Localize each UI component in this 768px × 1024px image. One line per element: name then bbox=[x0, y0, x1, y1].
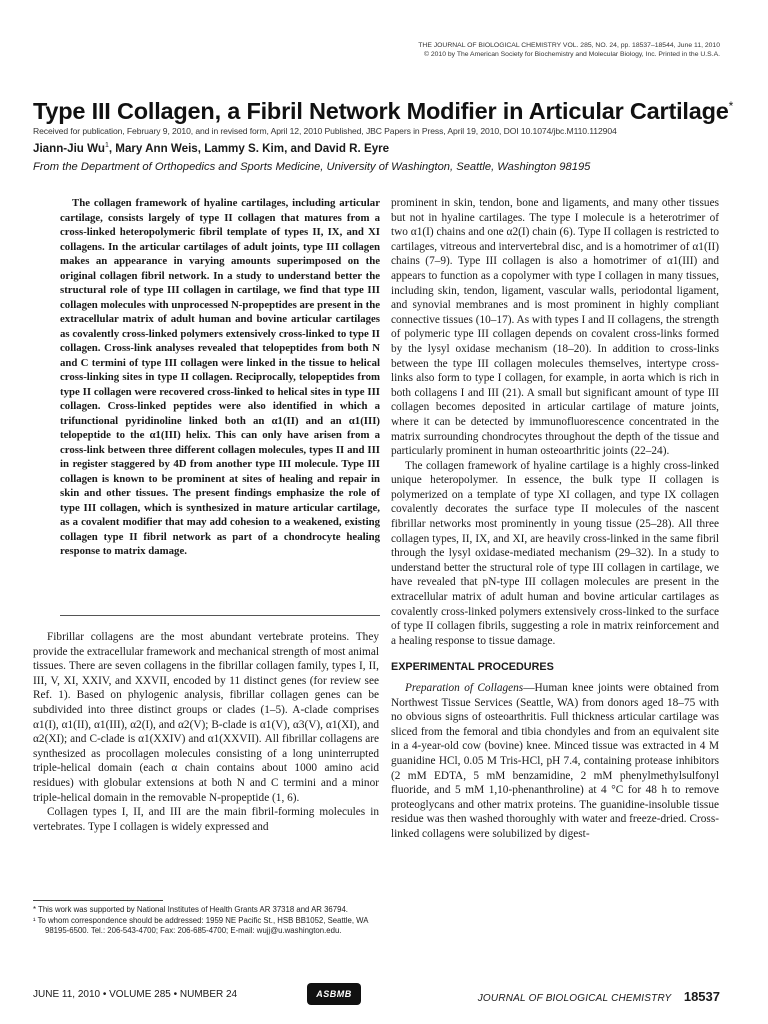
methods-subheading: Preparation of Collagens bbox=[405, 682, 524, 694]
author-list bbox=[33, 142, 389, 155]
co-authors: , Mary Ann Weis, Lammy S. Kim, and David R. Eyre bbox=[108, 142, 390, 155]
journal-citation-line: THE JOURNAL OF BIOLOGICAL CHEMISTRY VOL. 285, NO. 24, pp. 18537–18544, June 11, 2010 bbox=[418, 42, 720, 49]
intro-paragraph-1: Fibrillar collagens are the most abundant vertebrate proteins. They provide the extracellular framework and mechanical strength of most animal tissues. There are seven collagens in the fibrillar collagen family, types I, II, III, V, XI, XXIV, and XXVII, encoded by 11 distinct genes (for review see Ref. 1). Based on phylogenic analysis, fibrillar collagen genes can be subdivided into three distinct groups or clades (1–5). A-clade comprises α1(I), α1(II), α1(III), α2(I), and α2(V); B-clade is α1(V), α3(V), α1(XI), and α2(XI); and C-clade is α1(XXIV) and α1(XXVII). All fibrillar collagens are synthesized as procollagen molecules consisting of a long uninterrupted triple-helical domain (each α chain contains about 1000 amino acid residues) with globular extensions at both N and C termini and a minor triple-helical domain in the removable N-propeptide (1, 6). bbox=[33, 631, 379, 804]
footer-journal bbox=[478, 988, 720, 1006]
intro-paragraph-2: Collagen types I, II, and III are the main fibril-forming molecules in vertebrates. Type I collagen is widely expressed and bbox=[33, 806, 379, 833]
footnote-divider bbox=[33, 900, 163, 901]
correspondence-footnote: ¹ To whom correspondence should be addressed: 1959 NE Pacific St., HSB BB1052, Seattle, WA 98195-6500. Tel.: 206-543-4700; Fax: 206-685-4700; E-mail: wujj@u.washington.edu. bbox=[33, 916, 369, 936]
title-footnote-mark: * bbox=[728, 99, 734, 113]
article-title bbox=[33, 91, 733, 126]
corresponding-author: Jiann-Jiu Wu bbox=[33, 142, 105, 155]
continued-paragraph: prominent in skin, tendon, bone and ligaments, and many other tissues but not in hyaline cartilages. The type I molecule is a heterotrimer of two α1(I) chains and one α2(I) chain (6). Type II collagen is restricted to cartilages, vitreous and intervertebral disc, and is a homotrimer of α1(II) chains (7–9). Type III collagen is also a homotrimer of α1(III) and appears to function as a copolymer with type I collagen in many tissues, including skin, tendon, ligament, vascular walls, periodontal ligament, and synovial membranes and is most prominent in highly compliant connective tissues (10–17). As with types I and II collagens, the strength of polymeric type III collagen depends on covalent cross-links formed by the lysyl oxidase mechanism (18–20). In addition to cross-links between the type III collagen molecules themselves, intertype cross-links also form to type I collagen, for example, in aorta which is rich in both collagens I and III (21). A small but significant amount of type III collagen becomes deposited in articular cartilage of mature joints, where it can be detected by immunofluorescence concentrated in the matrix surrounding chondrocytes throughout the depth of the tissue and particularly prominent in human osteoarthritic joints (22–24). bbox=[391, 197, 719, 458]
abstract-divider bbox=[60, 615, 380, 616]
right-column-body bbox=[391, 196, 719, 842]
footer-journal-name: JOURNAL OF BIOLOGICAL CHEMISTRY bbox=[477, 993, 672, 1004]
copyright-line: © 2010 by The American Society for Biochemistry and Molecular Biology, Inc. Printed in the U.S.A. bbox=[423, 50, 720, 58]
author-footnote-mark: 1 bbox=[104, 142, 109, 150]
methods-text: —Human knee joints were obtained from Northwest Tissue Services (Seattle, WA) from donors aged 18–75 with no obvious signs of osteoarthritis. Full thickness articular cartilage was sliced from the femoral and tibia chondyles and from an equivalent site in a 4-year-old cow (bovine) knee. Minced tissue was extracted in 4 M guanidine HCl, 0.05 M Tris-HCl, pH 7.4, containing protease inhibitors (2 mM EDTA, 5 mM benzamidine, 2 mM phenylmethylsulfonyl fluoride, and 5 mM 1,10-phenanthroline) at 4 °C for 48 h to remove proteoglycans and other matrix proteins. The guanidine-insoluble tissue residue was then washed thoroughly with water and freeze-dried. Cross-linked collagens were solubilized by digest- bbox=[391, 682, 720, 840]
footer-issue-info: JUNE 11, 2010 • VOLUME 285 • NUMBER 24 bbox=[33, 989, 238, 1000]
affiliation: From the Department of Orthopedics and Sports Medicine, University of Washington, Seattle, Washington 98195 bbox=[33, 161, 591, 173]
footnotes bbox=[33, 905, 379, 938]
article-title-text: Type III Collagen, a Fibril Network Modifier in Articular Cartilage bbox=[33, 97, 729, 124]
intro-paragraph-3: The collagen framework of hyaline cartilage is a highly cross-linked unique heteropolymer. In essence, the bulk type II collagen is polymerized on a template of type XI collagen, and type IX collagen covalently decorates the surface type II molecules of the nascent fibrillar networks most prominently in young tissue (25–28). All three collagen types, II, IX, and XI, are heavily cross-linked in the same fibril through the lysyl oxidase-mediated mechanism (29–32). In a study to understand better the structural role of type III collagen in cartilage, we have revealed that pN-type III collagen molecules are present in the extracellular matrix of adult human and bovine articular cartilages as covalently cross-linked polymers extensively cross-linked to the surface of type II collagen fibrils, suggesting a role in matrix reinforcement and a healing response to tissue damage. bbox=[391, 459, 719, 647]
section-heading: EXPERIMENTAL PROCEDURES bbox=[391, 661, 554, 674]
funding-footnote: * This work was supported by National Institutes of Health Grants AR 37318 and AR 36794. bbox=[33, 905, 348, 914]
abstract: The collagen framework of hyaline cartilages, including articular cartilage, consists largely of type II collagen that matures from a cross-linked heteropolymeric fibril template of types II, IX, and XI collagens. In the articular cartilages of adult joints, type III collagen makes an appearance in varying amounts superimposed on the original collagen fibril network. In a study to understand better the structural role of type III collagen in cartilage, we find that type III collagen molecules with unprocessed N-propeptides are present in the extracellular matrix of adult human and bovine articular cartilages as covalently cross-linked polymers extensively cross-linked to type II collagen. Cross-link analyses revealed that telopeptides from both N and C termini of type III collagen were linked in the tissue to helical cross-linking sites in type II collagen. Reciprocally, telopeptides from type II collagen were recovered cross-linked to helical sites in type III collagen. Cross-linked peptides were also identified in which a trifunctional pyridinoline linked both an α1(II) and an α1(III) telopeptide to the α1(III) helix. This can only have arisen from a cross-link between three different collagen molecules, types II and III in register staggered by 4D from another type III molecule. Type III collagen is known to be prominent at sites of healing and repair in skin and other tissues. The present findings emphasize the role of type III collagen, which is synthesized in mature articular cartilage, as a covalent modifier that may add cohesion to a weakened, existing collagen type II fibril network as part of a chondrocyte healing response to matrix damage. bbox=[60, 197, 380, 557]
received-dates: Received for publication, February 9, 2010, and in revised form, April 12, 2010 Published, JBC Papers in Press, April 19, 2010, DOI 10.1074/jbc.M110.112904 bbox=[33, 126, 617, 136]
asbmb-logo: ASBMB bbox=[307, 983, 361, 1005]
left-column-body bbox=[33, 630, 379, 834]
page-number: 18537 bbox=[683, 989, 720, 1004]
methods-paragraph bbox=[391, 681, 719, 842]
journal-header bbox=[418, 42, 720, 59]
